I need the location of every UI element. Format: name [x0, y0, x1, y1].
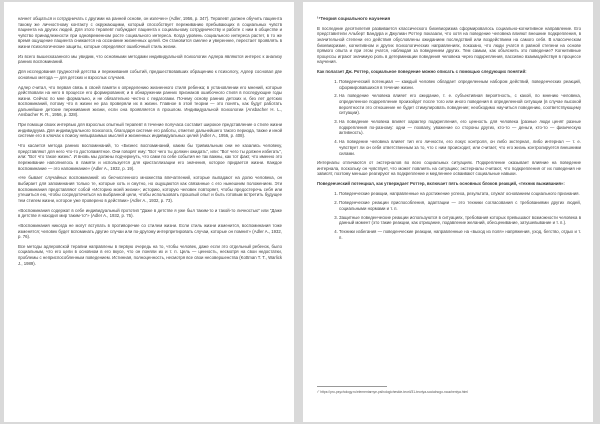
- right-page: [303, 2, 593, 422]
- paragraph: «Воспоминания содержат в себе индивидуальный прототип "Даже в детстве я уже был таким-то и такой-то личностью" или "Даже в детстве я находил мир таким-то"» (Adler A., 1932, p. 75).: [18, 207, 282, 219]
- paragraph: Из всего вышесказанного мы увидим, что основными методами индивидуальной психологии Адлера являются интерес к анализу ранних воспоминаний.: [18, 53, 282, 65]
- footnote-divider: [317, 386, 387, 387]
- paragraph: Интерналы отличаются от экстерналов во всех социальных ситуациях. Подкрепление оказывает влияние на поведение интернала, поскольку он чувствует, что может повлиять на ситуацию; экстерналы считают, что подкрепления от их поведения не зависят, поэтому меньше реагируют на подкрепление и медленнее осваивают социальные навыки.: [317, 160, 581, 177]
- list-item: 4. На поведение человека влияет тип его личности, его локус контроля, он либо экстернал, либо интернал — т. е. чувствует ли он себя ответственным за то, что с ним происходит, или считает, что его жизнь контролируется внешними силами.: [339, 139, 581, 156]
- footnote[interactable]: ¹⁷ https://pro-psychology.ru/elementarnye-psihologicheskie-teorii/31-teoriya-socialnogo-naucheniya.html: [317, 390, 469, 394]
- potential-list: [317, 191, 581, 240]
- list-item: 1. Поведенческие реакции, направленные на достижение успеха, результата, служат основанием социального признания.: [339, 191, 581, 197]
- list-item: 2. Поведенческие реакции приспособления, адаптации — это техники согласования с требованиями других людей, социальными нормами и т. п.: [339, 200, 581, 211]
- paragraph: Все методы адлеровской терапии направлены в первую очередь на то, чтобы человек, даже если это отдельный ребенок, было социальным, что его цели в основном в его вкусе, что он поняли их и т. п. Цель — ценность, несмотря на свои недостатки, проблемы с неприспособленным поведением. Истинная, полноценность, несмотря все свои несовершенства (Kottman T. T., Warlick J., 1989).: [18, 243, 282, 266]
- paragraph: Для исследования трудностей детства и переживания событий, предшествовавших обращению к психологу, Адлер сосновал две основных метода — для детских и взрослых случаев.: [18, 69, 282, 80]
- potential-lead: Поведенческий потенциал, как утверждает Роттер, включает пять основных блоков реакций, «техник выживания»:: [317, 181, 565, 187]
- list-item: 1. Поведенческий потенциал — каждый человек обладает определенным набором действий, поведенческих реакций, сформировавшихся в течение жизни.: [339, 79, 581, 90]
- left-page-text: [18, 16, 282, 270]
- list-item: 2. На поведение человека влияет его ожидание, т. е. субъективная вероятность, с какой, по мнению человека, определенное подкрепление произойдет после того или иного поведения в определенной ситуации (в случае высокой вероятности это отношение не будет стимулировать поведение; необходимо научиться поведению, соответствующему ситуации).: [339, 93, 581, 115]
- paragraph: «Не бывает случайных воспоминаний: из бесчисленного множества впечатлений, которые выпадают на долю человека, он выбирает для запоминания только те, которые хоть и смутно, но ощущаются как связанные с его нынешним положением. Эти воспоминания представляют собой «Историю моей жизни»; историю, которую человек повторяет, чтобы предостеречь себя или утешиться ею, чтобы сосредоточиться на выбранной цели, чтобы использовать прошлый опыт и быть готовым встретить будущее тем стилем жизни, которое уже проверено в действии» (Adler A., 1932, p. 73).: [18, 175, 282, 203]
- rotter-lead: Как полагает Дж. Роттер, социальное поведение можно описать с помощью следующих понятий:: [317, 69, 527, 75]
- paragraph: Что касается метода ранних воспоминаний, то «Бизнес воспоминаний, каким бы тривиальным они не казались человеку, представляют для него что-то достопамятное. Они говорят ему: "Вот чего ты должен ожидать", или: "Вот чего ты должен избегать", или: "Вот что такое жизнь". И вновь мы должны подчеркнуть, что сами по себе события не так важны, как тот факт, что именно это переживание наполнилось в памяти и используется для кристаллизации его значения, которое придается жизни. Каждое воспоминание — это напоминание» (Adler A., 1932, p. 19).: [18, 143, 282, 171]
- list-item: 4. Техники избегания — поведенческие реакции, направленные на «выход из поля» напряжения, уход, бегство, отдых и т. п.: [339, 229, 581, 240]
- paragraph: начнет общаться и сотрудничать с другими на ранней основе, он излечен» (Adler, 1956, p. 347). Терапевт должен обучить пациента такому же личностному контакту с окружающими, который способствует переживанию пребывающих в социальных чувств пациента на других людей. Для этого терапевт побуждает пациента к социальному сотрудничеству и работе с ним в обществе и чувство принадлежности при одновременном росте социального интереса. Когда уровень социального интереса растет, в то же время ощущение пациента снижается на осознание жизненных целей. Он становится смелее и увереннее, перестает проявлять в жизни психологические защиты, которые определяют ошибочный стиль жизни.: [18, 16, 282, 49]
- list-item: 3. На поведение человека влияет характер подкрепления, его ценность для человека (разные люди ценят разные подкрепления по-разному: одни — похвалу, уважение со стороны других, кто-то — деньги, кто-то — физическую активность).: [339, 119, 581, 136]
- paragraph: Адлер считал, что первая связь в своей памяти к определению жизненного стиля ребенка; в установлении его мнений, которые действовали на него в процессе его формирования; и в обнаружении ранних признаков ошибочного стиля в последующие годы жизни. Сейчас по мне формально, и не обязательно честно с педагогами. Почему основу ранних детских и, без лет детских воспоминаний, потому что в жизни не раз проверяли их в жизни. Главное в этой теории — это понять, как будут работать дальнейшие детские переживания жизни, если она проявляется в прошлом. Индивидуальной психологии (Ansbacher H. L., Ansbacher R. R., 1956, p. 328).: [18, 84, 282, 118]
- list-item: 3. Защитные поведенческие реакции используются в ситуациях, требования которых превышают возможности человека в данный момент (это такие реакции, как отрицание, подавление желаний, обесценивание, затушевывание и т. п.).: [339, 215, 581, 226]
- section-heading: ¹⁷Теория социального научения: [317, 16, 391, 21]
- paragraph: В последние десятилетия развивается классического бихевиоризма сформировалось социально-когнитивное направление. Его представители Альберт Бандура и Джулиан Роттер показали, что хотя на поведение человека влияют внешние подкрепления, в значительной степени его действия обусловлены ожиданием последствий или воздействием на самого себя. В классическом бихевиоризме, когнитивном и других психологических направлениях, показано, что люди учатся в равной степени на основе прямого опыта и при этом учатся, наблюдая за поведением других. Тем самым, как объяснить это поведение? Когнитивные процессы играют значимую роль в детерминации поведения человека через подкрепления, пассивно взаимодействуя в процессе научения.: [317, 25, 581, 65]
- paragraph: «Воспоминания никогда не могут вступать в противоречие со стилем жизни. Если стиль жизни изменится, воспоминания тоже изменятся; человек будет вспоминать другие случаи или по-другому интерпретировать случаи, которые он помнит» (Adler A., 1932, p. 76).: [18, 222, 282, 240]
- left-page: [4, 2, 294, 422]
- paragraph: При помощи своих интервью для взрослых опытный терапевт в течение получаса составит широкое представление о стиле жизни индивидуума. Для индивидуального психолога, благодаря системе его работы, отметил дальнейшего такого периода, также и иной системе его в ключах к поиску невыразимых мыслей и жизненных индивидуальных целей (Adler A., 1956, p. 408).: [18, 122, 282, 139]
- right-page-text: [317, 16, 581, 244]
- rotter-list: [317, 79, 581, 156]
